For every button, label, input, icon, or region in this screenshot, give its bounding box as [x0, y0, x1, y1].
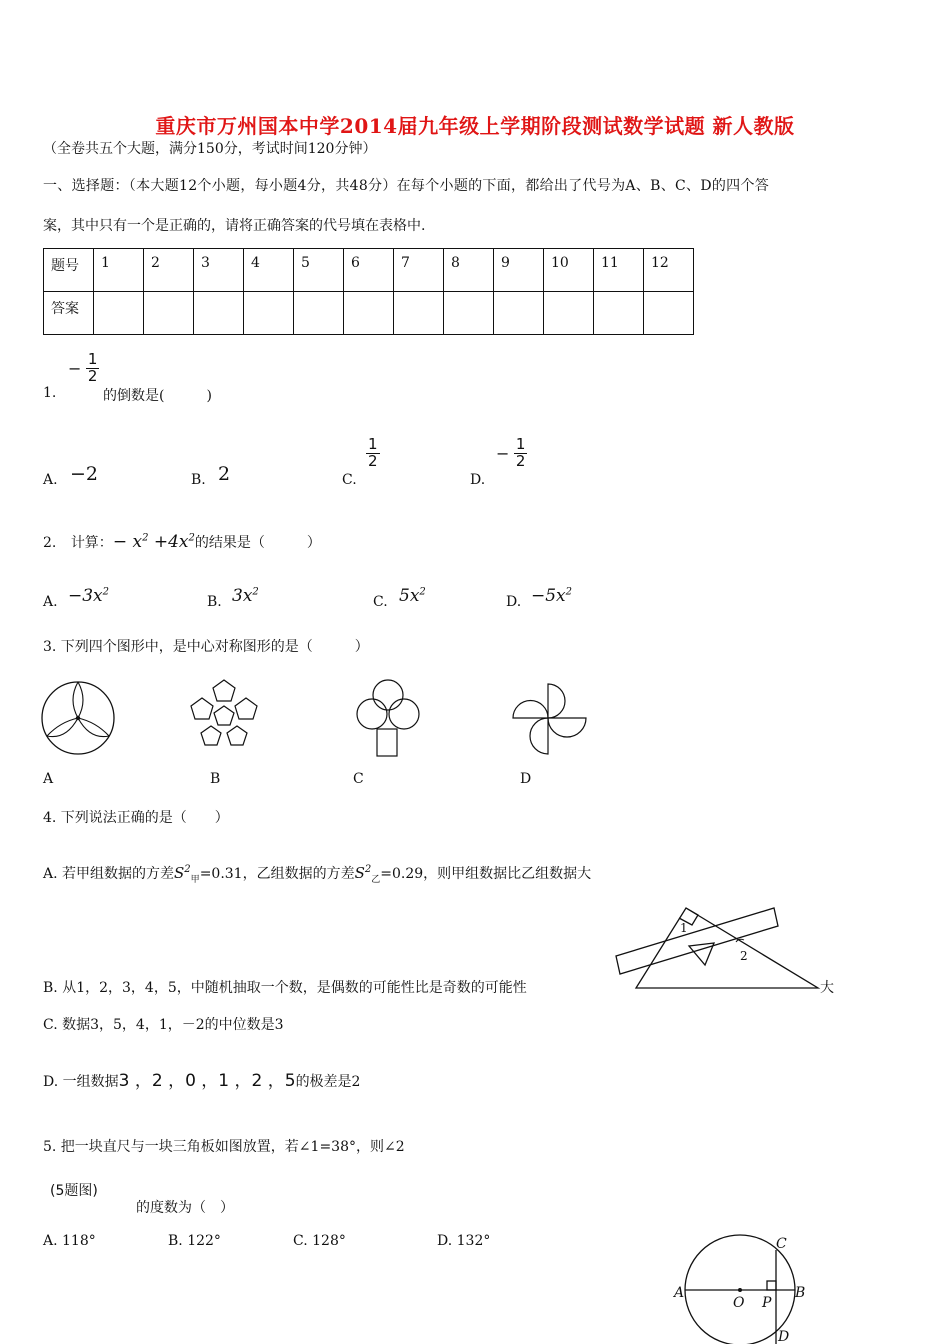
q4-text: 4. 下列说法正确的是（ ）: [43, 810, 229, 826]
table-cell: 9: [494, 249, 544, 292]
q2-c-exp: 2: [419, 586, 426, 598]
q1-c-num: 1: [368, 435, 378, 453]
q3-label-d: D: [520, 771, 532, 787]
q1-option-b-value: 2: [218, 463, 231, 485]
q5-option-a: [43, 1233, 96, 1249]
q2-exp1: 2: [142, 532, 149, 544]
table-cell: 4: [244, 249, 294, 292]
q4-s-yi: $S^2_乙$: [354, 864, 381, 885]
answer-cell[interactable]: [494, 292, 544, 335]
answer-cell[interactable]: [194, 292, 244, 335]
q1-fraction: [68, 352, 99, 385]
q2-b-text: 3x: [232, 586, 253, 606]
answer-cell[interactable]: [544, 292, 594, 335]
table-cell: 1: [94, 249, 144, 292]
table-header-answer: 答案: [44, 292, 94, 335]
table-cell: 10: [544, 249, 594, 292]
q5-a-value: 118°: [62, 1233, 96, 1249]
q2-d-text: −5x: [531, 586, 566, 606]
q4-a-part3: =0.29，则甲组数据比乙组数据大: [380, 866, 592, 882]
q5-d-value: 132°: [456, 1233, 491, 1249]
exam-info: （全卷共五个大题，满分150分，考试时间120分钟）: [43, 141, 377, 157]
q3-text: 3. 下列四个图形中，是中心对称图形的是（ ）: [43, 639, 369, 655]
section1-instructions-line2: 案，其中只有一个是正确的，请将正确答案的代号填在表格中.: [43, 218, 426, 234]
q4-d-data: 3 ，2 ，0 ，1 ，2 ，5: [118, 1071, 296, 1091]
circle-label-b: B: [795, 1285, 806, 1301]
answer-cell[interactable]: [144, 292, 194, 335]
answer-cell[interactable]: [294, 292, 344, 335]
q3-label-c: C: [353, 771, 364, 787]
q1-option-a-value: −2: [70, 463, 99, 485]
q1-option-a-label: A.: [43, 472, 58, 488]
answer-cell[interactable]: [644, 292, 694, 335]
q4-s-jia: $S^2_甲$: [174, 864, 200, 885]
q2-line: [43, 532, 321, 552]
circle-label-a: A: [674, 1285, 685, 1301]
q4-s2: S: [354, 864, 365, 882]
q2-term2: +4x: [148, 532, 189, 552]
q5-d-label: D.: [437, 1233, 453, 1249]
q5-b-label: B.: [168, 1233, 183, 1249]
q4-option-c: C. 数据3，5，4，1，－2的中位数是3: [43, 1017, 284, 1033]
document-title: 重庆市万州国本中学2014届九年级上学期阶段测试数学试题 新人教版: [155, 114, 795, 138]
q4-option-d: [43, 1066, 360, 1091]
q1-option-c-value: [366, 437, 380, 470]
q2-option-d-label: D.: [506, 594, 522, 610]
q4-option-a: [43, 863, 591, 885]
fig5-angle2-label: 2: [740, 949, 748, 963]
q4-a-part1: A. 若甲组数据的方差: [43, 866, 175, 882]
q1-option-c-label: C.: [342, 472, 357, 488]
q2-expression: [113, 532, 195, 552]
q2-d-exp: 2: [565, 586, 573, 598]
q1-frac-num: 1: [87, 350, 98, 368]
table-cell: 3: [194, 249, 244, 292]
q4-sub-yi: 乙: [371, 875, 381, 885]
q5-option-b: [168, 1233, 221, 1249]
q3-label-b: B: [210, 771, 221, 787]
q4-option-b: B. 从1，2，3，4，5，中随机抽取一个数，是偶数的可能性比是奇数的可能性: [43, 980, 527, 996]
q1-text: 的倒数是( ): [103, 388, 212, 404]
fig5-angle1-label: 1: [680, 921, 688, 935]
circle-label-c: C: [776, 1236, 787, 1252]
table-cell: 6: [344, 249, 394, 292]
q1-frac: [86, 352, 100, 385]
table-row: [44, 249, 694, 292]
q2-option-c-value: [399, 586, 426, 606]
q2-suffix: 的结果是（ ）: [194, 535, 321, 551]
q2-a-text: −3x: [68, 586, 103, 606]
table-cell: 12: [644, 249, 694, 292]
fig5-ruler-triangle: [612, 898, 822, 994]
table-header-number: 题号: [44, 249, 94, 292]
q1-number: 1.: [43, 385, 57, 401]
answer-cell[interactable]: [394, 292, 444, 335]
table-cell: 5: [294, 249, 344, 292]
q1-option-b-label: B.: [191, 472, 206, 488]
answer-cell[interactable]: [594, 292, 644, 335]
q5-c-value: 128°: [312, 1233, 346, 1249]
table-cell: 2: [144, 249, 194, 292]
answer-cell[interactable]: [244, 292, 294, 335]
table-cell: 11: [594, 249, 644, 292]
q2-option-c-label: C.: [373, 594, 388, 610]
table-cell: 7: [394, 249, 444, 292]
q2-a-exp: 2: [102, 586, 110, 598]
q3-figure-c: [350, 678, 430, 760]
q2-option-b-label: B.: [207, 594, 222, 610]
q1-option-d-value: [496, 437, 527, 470]
q4-a-part2: =0.31，乙组数据的方差: [199, 866, 355, 882]
q4-option-b-tail: 大: [820, 980, 834, 996]
answer-cell[interactable]: [444, 292, 494, 335]
q2-option-a-value: [68, 586, 109, 606]
q3-figure-a: [40, 678, 120, 758]
q5-text: 5. 把一块直尺与一块三角板如图放置，若∠1=38°，则∠2: [43, 1139, 405, 1155]
q2-b-exp: 2: [252, 586, 259, 598]
q1-frac-sign: −: [68, 358, 82, 378]
circle-label-d: D: [778, 1329, 790, 1344]
q5-option-d: [437, 1233, 490, 1249]
q3-figure-d: [510, 680, 590, 760]
q1-d-num: 1: [515, 435, 526, 453]
q2-option-a-label: A.: [43, 594, 58, 610]
answer-cell[interactable]: [94, 292, 144, 335]
circle-label-p: P: [762, 1295, 772, 1311]
q5-text-cont: 的度数为（ ）: [136, 1200, 234, 1216]
q2-prefix: 计算：: [70, 535, 113, 551]
q5-option-c: [293, 1233, 346, 1249]
q3-label-a: A: [43, 771, 54, 787]
q1-d-sign: −: [496, 443, 510, 463]
q4-d-prefix: D. 一组数据: [43, 1074, 119, 1090]
circle-figure: [672, 1230, 812, 1344]
q5-a-label: A.: [43, 1233, 58, 1249]
q2-exp2: 2: [188, 532, 195, 544]
q5-c-label: C.: [293, 1233, 308, 1249]
q5-b-value: 122°: [187, 1233, 221, 1249]
q5-figure-label: (5题图): [50, 1183, 98, 1199]
answer-table: [43, 248, 694, 335]
q3-figure-b: [188, 676, 268, 756]
table-row: [44, 292, 694, 335]
answer-cell[interactable]: [344, 292, 394, 335]
q2-number: 2.: [43, 535, 57, 551]
table-cell: 8: [444, 249, 494, 292]
q1-d-den: 2: [515, 451, 526, 470]
section1-instructions-line1: 一、选择题：（本大题12个小题，每小题4分，共48分）在每个小题的下面，都给出了代号为A、B、C、D的四个答: [43, 178, 770, 194]
q2-term1: − x: [112, 532, 143, 552]
q1-frac-den: 2: [87, 366, 98, 385]
q2-option-b-value: [232, 586, 259, 606]
q4-sub-jia: 甲: [190, 875, 200, 885]
q4-s1: S: [174, 864, 185, 882]
q2-c-text: 5x: [399, 586, 420, 606]
circle-label-o: O: [733, 1295, 745, 1311]
q1-option-d-label: D.: [470, 472, 486, 488]
q4-d-suffix: 的极差是2: [295, 1074, 361, 1090]
q1-c-den: 2: [368, 451, 378, 470]
q2-option-d-value: [531, 586, 572, 606]
